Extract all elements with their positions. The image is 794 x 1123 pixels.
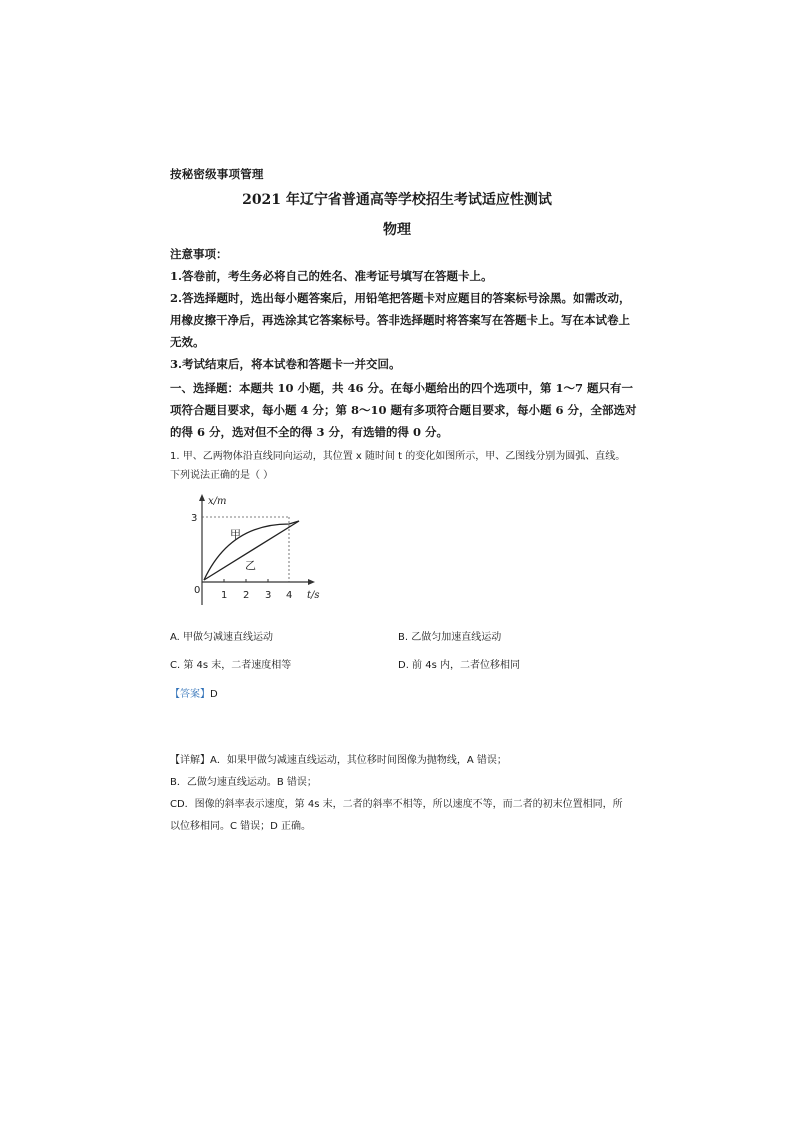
x-tick-label-1: 1 xyxy=(221,590,228,601)
x-tick-label-3: 3 xyxy=(265,590,272,601)
note-item-3: 3.考试结束后，将本试卷和答题卡一并交回。 xyxy=(170,357,401,371)
section-instructions: 一、选择题：本题共 10 小题，共 46 分。在每小题给出的四个选项中，第 1～7 题只有一项符合题目要求，每小题 4 分；第 8～10 题有多项符合题目要求，每小题 6 分，全部选对的得 6 分，选对但不全的得 3 分，有选错的得 0 分。 xyxy=(170,381,637,439)
explanation-tag: 【详解】 xyxy=(170,755,210,766)
answer-value: D xyxy=(210,689,218,700)
exam-title: 2021 年辽宁省普通高等学校招生考试适应性测试 xyxy=(242,192,552,208)
note-item-1: 1.答卷前，考生务必将自己的姓名、准考证号填写在答题卡上。 xyxy=(170,269,493,283)
notes-block xyxy=(170,243,640,375)
secret-mark: 按秘密级事项管理 xyxy=(170,167,264,181)
position-time-graph xyxy=(168,490,328,615)
option-a[interactable]: A. 甲做匀减速直线运动 xyxy=(170,632,274,643)
y-axis-arrow xyxy=(199,494,205,501)
explanation-line-1 xyxy=(170,750,630,772)
subject-title: 物理 xyxy=(383,222,411,238)
x-axis-arrow xyxy=(308,579,315,585)
y-tick-label-3: 3 xyxy=(191,513,198,524)
curve-label-jia: 甲 xyxy=(230,528,241,541)
y-axis-label: x/m xyxy=(208,496,227,507)
answer-line xyxy=(170,685,218,700)
curve-label-yi: 乙 xyxy=(245,559,256,572)
explanation-line-1-text: A．如果甲做匀减速直线运动，其位移时间图像为抛物线，A 错误； xyxy=(210,755,507,766)
notes-heading: 注意事项： xyxy=(170,247,228,261)
explanation-block xyxy=(170,750,630,838)
question-stem: 1. 甲、乙两物体沿直线同向运动，其位置 x 随时间 t 的变化如图所示，甲、乙图线分别为圆弧、直线。下列说法正确的是（ ） xyxy=(170,451,626,481)
origin-label: 0 xyxy=(194,585,201,596)
x-tick-label-4: 4 xyxy=(286,590,293,601)
option-d[interactable]: D. 前 4s 内，二者位移相同 xyxy=(398,660,520,671)
answer-tag: 【答案】 xyxy=(170,689,210,700)
x-axis-label: t/s xyxy=(307,590,320,601)
explanation-line-3: CD．图像的斜率表示速度，第 4s 末，二者的斜率不相等，所以速度不等，而二者的初末位置相同，所以位移相同。C 错误；D 正确。 xyxy=(170,799,623,832)
option-c[interactable]: C. 第 4s 末，二者速度相等 xyxy=(170,660,292,671)
explanation-line-2: B．乙做匀速直线运动。B 错误； xyxy=(170,777,317,788)
option-b[interactable]: B. 乙做匀加速直线运动 xyxy=(398,632,502,643)
note-item-2: 2.答选择题时，选出每小题答案后，用铅笔把答题卡对应题目的答案标号涂黑。如需改动，用橡皮擦干净后，再选涂其它答案标号。答非选择题时将答案写在答题卡上。写在本试卷上无效。 xyxy=(170,291,631,349)
x-tick-label-2: 2 xyxy=(243,590,250,601)
